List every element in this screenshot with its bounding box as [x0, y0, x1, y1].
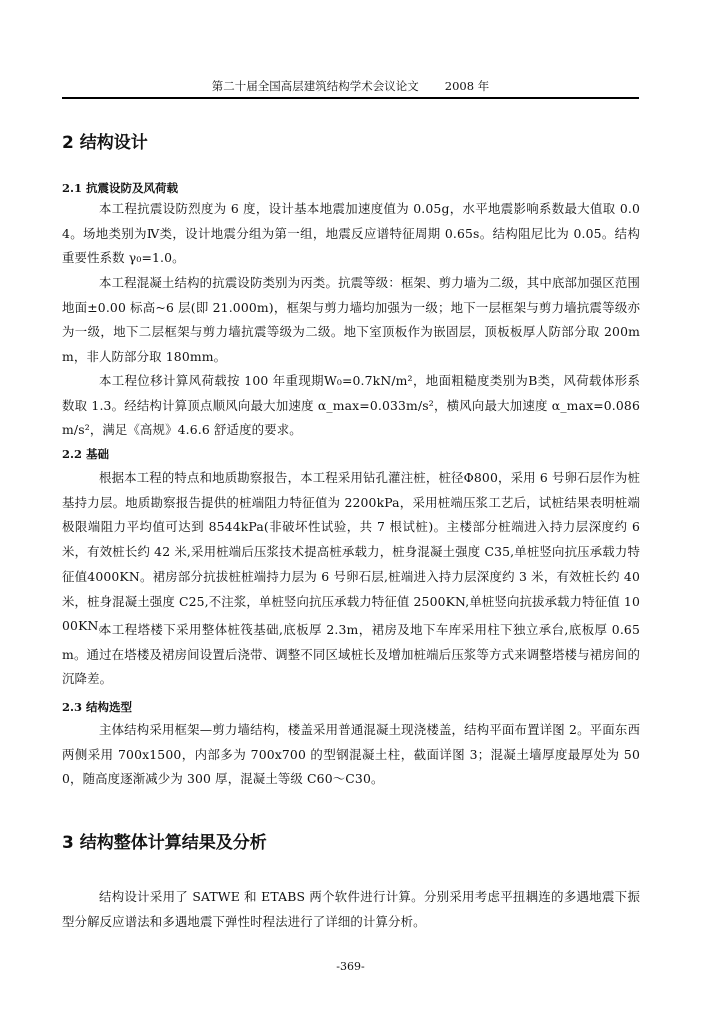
- page-number: -369-: [336, 960, 365, 973]
- paragraph-2-1-seismic: 本工程抗震设防烈度为 6 度，设计基本地震加速度值为 0.05g，水平地震影响系数最大值取 0.04。场地类别为Ⅳ类，设计地震分组为第一组，地震反应谱特征周期 0.65s。结构阻尼比为 0.05。结构重要性系数 γ₀=1.0。: [62, 201, 640, 266]
- paragraph-2-2-raft: 本工程塔楼下采用整体桩筏基础,底板厚 2.3m，裙房及地下车库采用柱下独立承台,底板厚 0.65m。通过在塔楼及裙房间设置后浇带、调整不同区域桩长及增加桩端后压浆等方式来调整塔楼与裙房间的沉降差。: [62, 622, 640, 687]
- subsection-2-2-heading: 2.2 基础: [62, 447, 110, 461]
- running-header: [62, 78, 639, 99]
- paragraph-2-1-wind: 本工程位移计算风荷载按 100 年重现期W₀=0.7kN/m²，地面粗糙度类别为B类，风荷载体形系数取 1.3。经结构计算顶点顺风向最大加速度 α_max=0.033m/s²，横风向最大加速度 α_max=0.086m/s²，满足《高规》4.6.6 舒适度的要求。: [62, 373, 640, 438]
- paragraph-2-1-classification: 本工程混凝土结构的抗震设防类别为丙类。抗震等级：框架、剪力墙为二级，其中底部加强区范围地面±0.00 标高~6 层(即 21.000m)，框架与剪力墙均加强为一级；地下一层框架与剪力墙抗震等级亦为一级，地下二层框架与剪力墙抗震等级为二级。地下室顶板作为嵌固层，顶板板厚人防部分取 200mm，非人防部分取 180mm。: [62, 275, 640, 365]
- section-3-title: 3 结构整体计算结果及分析: [62, 833, 267, 853]
- conference-title: 第二十届全国高层建筑结构学术会议论文: [211, 79, 419, 93]
- subsection-2-3-heading: 2.3 结构选型: [62, 700, 133, 714]
- paragraph-3-analysis: 结构设计采用了 SATWE 和 ETABS 两个软件进行计算。分别采用考虑平扭耦连的多遇地震下振型分解反应谱法和多遇地震下弹性时程法进行了详细的计算分析。: [62, 889, 640, 929]
- section-2-title: 2 结构设计: [62, 133, 148, 153]
- paragraph-2-2-piles: 根据本工程的特点和地质勘察报告，本工程采用钻孔灌注桩，桩径Φ800，采用 6 号卵石层作为桩基持力层。地质勘察报告提供的桩端阻力特征值为 2200kPa，采用桩端压浆工艺后，试桩结果表明桩端极限端阻力平均值可达到 8544kPa(非破坏性试验，共 7 根试桩)。主楼部分桩端进入持力层深度约 6 米，有效桩长约 42 米,采用桩端后压浆技术提高桩承载力，桩身混凝土强度 C35,单桩竖向抗压承载力特征值4000KN。裙房部分抗拔桩桩端持力层为 6 号卵石层,桩端进入持力层深度约 3 米，有效桩长约 40 米，桩身混凝土强度 C25,不注浆，单桩竖向抗压承载力特征值 2500KN,单桩竖向抗拔承载力特征值 1000KN。: [62, 470, 640, 634]
- conference-year: 2008 年: [444, 79, 490, 93]
- paragraph-2-3-structure: 主体结构采用框架—剪力墙结构，楼盖采用普通混凝土现浇楼盖，结构平面布置详图 2。平面东西两侧采用 700x1500，内部多为 700x700 的型钢混凝土柱，截面详图 3；混凝土墙厚度最厚处为 500，随高度逐渐减少为 300 厚，混凝土等级 C60～C30。: [62, 722, 640, 787]
- subsection-2-1-heading: 2.1 抗震设防及风荷载: [62, 181, 179, 195]
